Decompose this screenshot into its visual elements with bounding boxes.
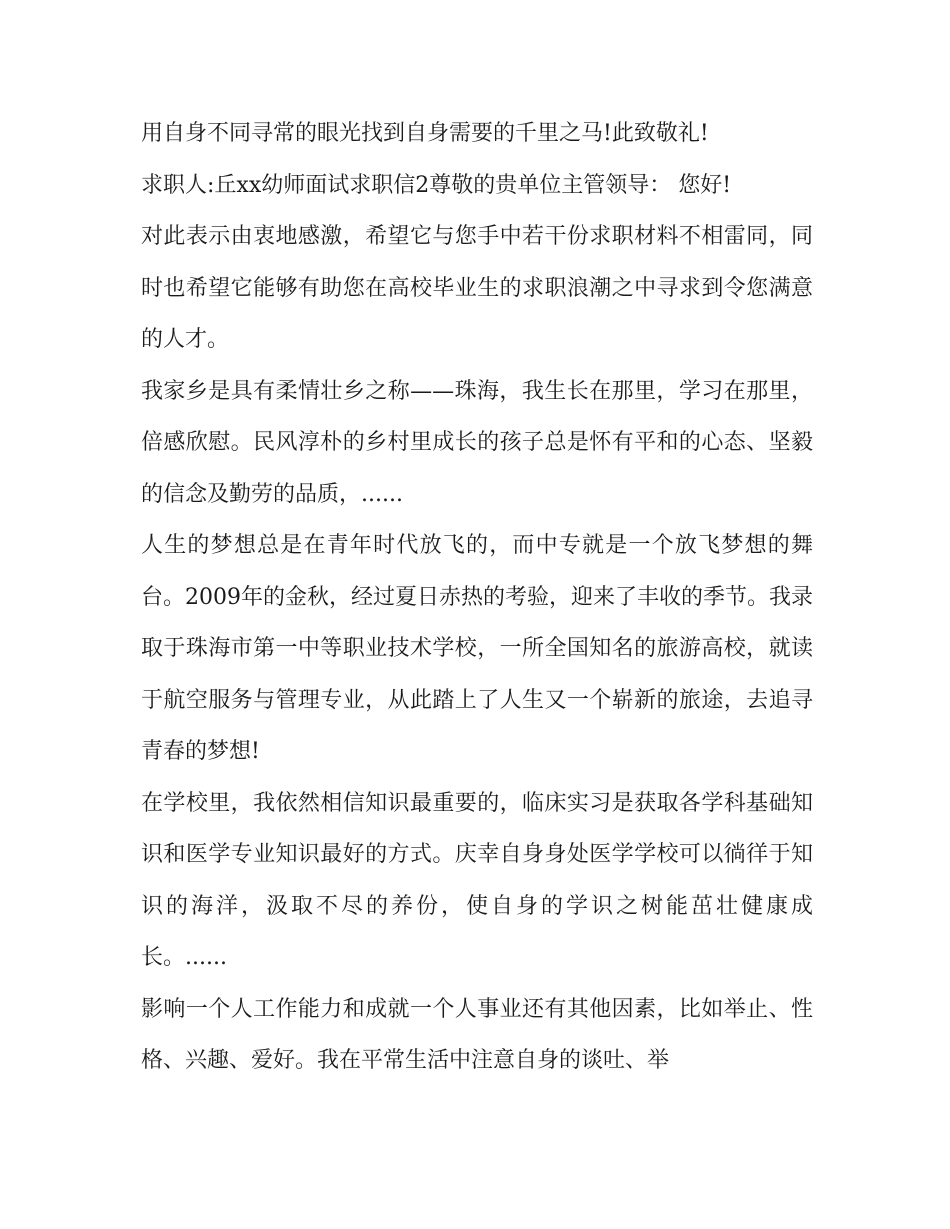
- paragraph-greeting: 求职人:丘xx幼师面试求职信2尊敬的贵单位主管领导： 您好!: [141, 172, 732, 198]
- paragraph-character: 影响一个人工作能力和成就一个人事业还有其他因素，比如举止、性格、兴趣、爱好。我在平常生活中注意自身的谈吐、举: [141, 996, 813, 1073]
- paragraph-closing: 用自身不同寻常的眼光找到自身需要的千里之马!此致敬礼!: [141, 121, 709, 146]
- paragraph-school: 在学校里，我依然相信知识最重要的，临床实习是获取各学科基础知识和医学专业知识最好的方式。庆幸自身身处医学学校可以徜徉于知识的海洋，汲取不尽的养份，使自身的学识之树能茁壮健康成长。......: [141, 790, 813, 970]
- document-body: [141, 108, 813, 1087]
- paragraph-dream: 人生的梦想总是在青年时代放飞的，而中专就是一个放飞梦想的舞台。2009年的金秋，经过夏日赤热的考验，迎来了丰收的季节。我录取于珠海市第一中等职业技术学校，一所全国知名的旅游高校，就读于航空服务与管理专业，从此踏上了人生又一个崭新的旅途，去追寻青春的梦想!: [141, 533, 813, 764]
- paragraph-thanks: 对此表示由衷地感激，希望它与您手中若干份求职材料不相雷同，同时也希望它能够有助您在高校毕业生的求职浪潮之中寻求到令您满意的人才。: [141, 224, 813, 352]
- paragraph-hometown: 我家乡是具有柔情壮乡之称——珠海，我生长在那里，学习在那里，倍感欣慰。民风淳朴的乡村里成长的孩子总是怀有平和的心态、坚毅的信念及勤劳的品质，......: [141, 378, 813, 507]
